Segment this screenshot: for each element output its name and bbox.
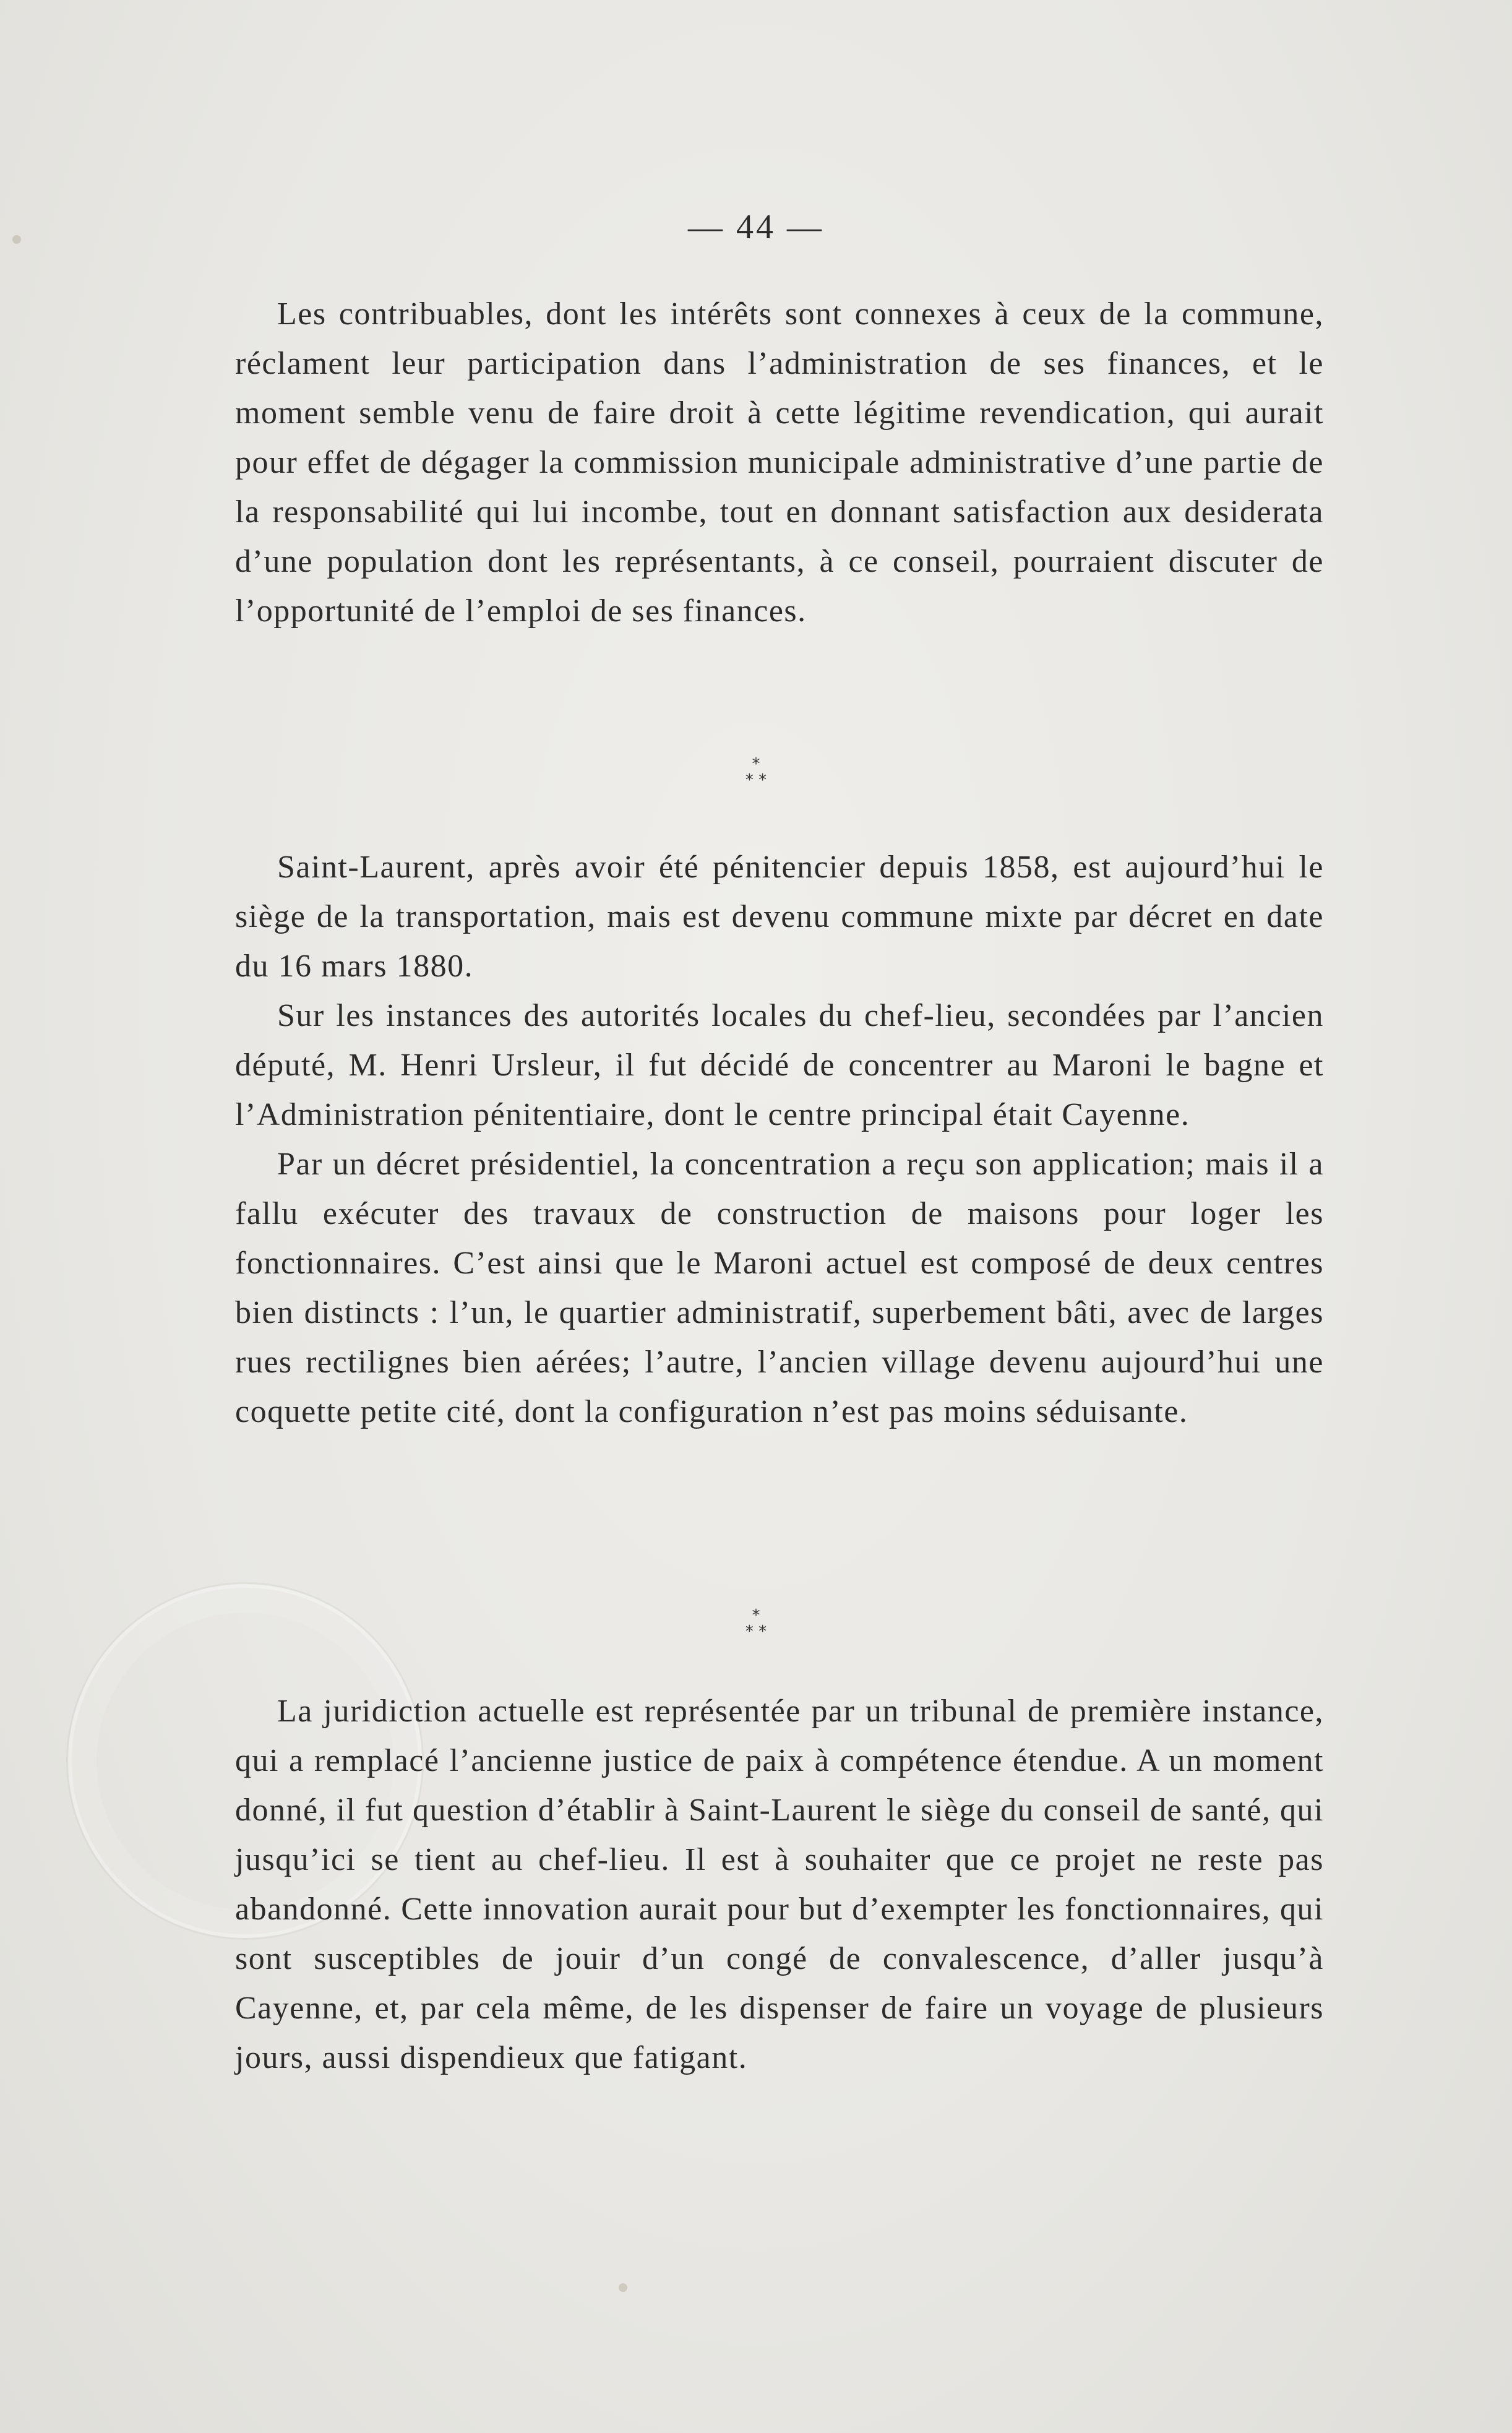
asterism-top: * <box>752 755 760 773</box>
asterism-bottom: * * <box>745 1622 767 1641</box>
paragraph: Sur les instances des autorités locales du chef-lieu, secondées par l’ancien député, M. Henri Ursleur, il fut décidé de concentrer au Maroni le bagne et l’Administration pénitentiaire, dont le centre principal était Cayenne. <box>235 998 1324 1132</box>
paper-speck <box>619 2283 627 2292</box>
section-contribuables <box>235 290 1324 636</box>
paragraph: Par un décret présidentiel, la concentration a reçu son application; mais il a fallu exécuter des travaux de construction de maisons pour loger les fonctionnaires. C’est ainsi que le Maroni actuel est composé de deux centres bien distincts : l’un, le quartier administratif, superbement bâti, avec de larges rues rectilignes bien aérées; l’autre, l’ancien village devenu aujourd’hui une coquette petite cité, dont la configuration n’est pas moins séduisante. <box>235 1147 1324 1429</box>
paragraph: Saint-Laurent, après avoir été pénitencier depuis 1858, est aujourd’hui le siège de la transportation, mais est devenu commune mixte par décret en date du 16 mars 1880. <box>235 850 1324 984</box>
asterism-divider <box>0 1608 1512 1640</box>
paragraph: La juridiction actuelle est représentée par un tribunal de première instance, qui a remplacé l’ancienne justice de paix à compétence étendue. A un moment donné, il fut question d’établir à Saint-Laurent le siège du conseil de santé, qui jusqu’ici se tient au chef-lieu. Il est à souhaiter que ce projet ne reste pas abandonné. Cette innovation aurait pour but d’exempter les fonctionnaires, qui sont susceptibles de jouir d’un congé de convalescence, d’aller jusqu’à Cayenne, et, par cela même, de les dispenser de faire un voyage de plusieurs jours, aussi dispendieux que fatigant. <box>235 1694 1324 2075</box>
section-juridiction <box>235 1687 1324 2083</box>
paragraph: Les contribuables, dont les intérêts sont connexes à ceux de la commune, réclament leur participation dans l’administration de ses finances, et le moment semble venu de faire droit à cette légitime revendication, qui aurait pour effet de dégager la commission municipale administrative d’une partie de la responsabilité qui lui incombe, tout en donnant satisfaction aux desiderata d’une population dont les représentants, à ce conseil, pourraient discuter de l’opportunité de l’emploi de ses finances. <box>235 296 1324 629</box>
page-number: — 44 — <box>688 208 824 246</box>
section-saint-laurent <box>235 843 1324 1437</box>
asterism-top: * <box>752 1606 760 1625</box>
asterism-bottom: * * <box>745 771 767 790</box>
asterism-divider <box>0 756 1512 788</box>
